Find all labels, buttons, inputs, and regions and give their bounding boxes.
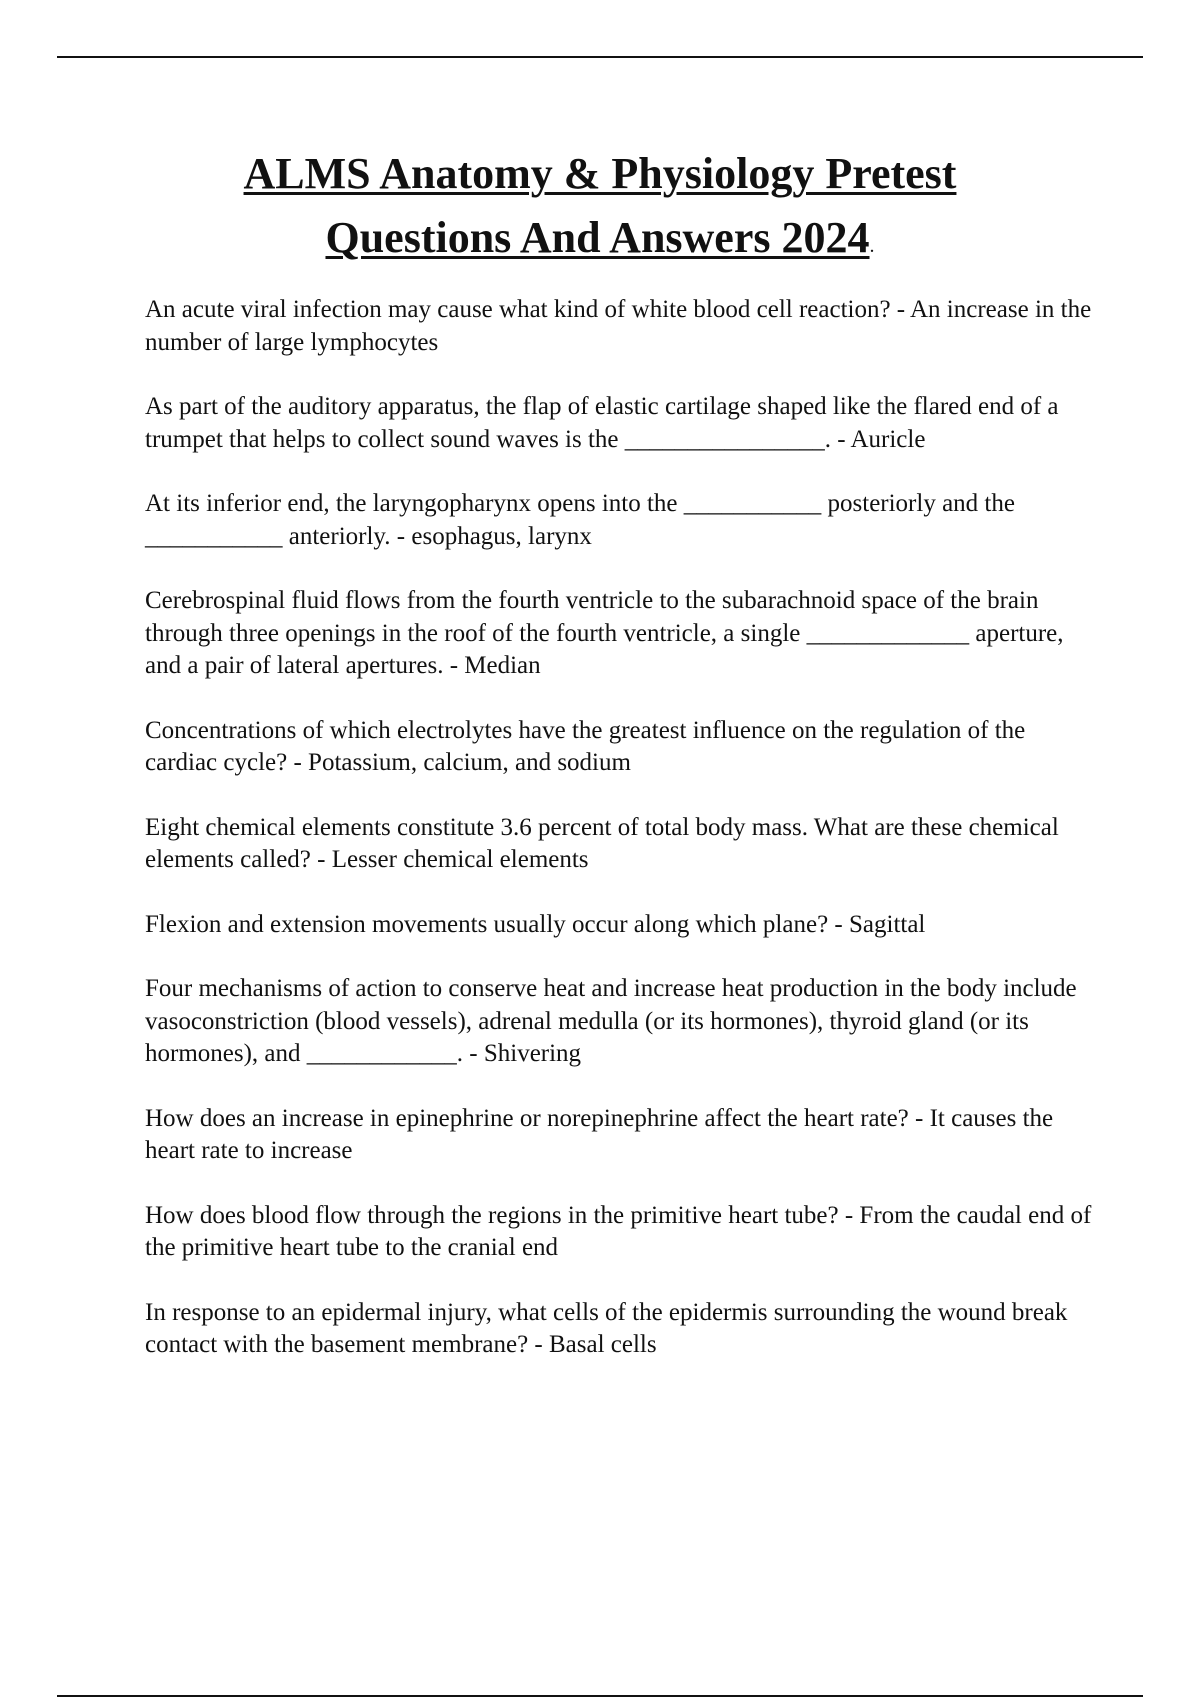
title-line-1 [100, 142, 1100, 206]
qa-item: Flexion and extension movements usually occur along which plane? - Sagittal [145, 910, 926, 938]
top-rule [57, 56, 1143, 58]
title-line-1-text: ALMS Anatomy & Physiology Pretest [243, 149, 957, 198]
qa-item: Four mechanisms of action to conserve heat and increase heat production in the body include vasoconstriction (blood vessels), adrenal medulla (or its hormones), thyroid gland (or its hormones), and ____________. - Shivering [145, 975, 1077, 1067]
qa-item: Eight chemical elements constitute 3.6 percent of total body mass. What are these chemical elements called? - Lesser chemical elements [145, 813, 1059, 873]
bottom-rule [57, 1695, 1143, 1697]
title-trailing-period: . [869, 235, 875, 257]
question-answer-list [145, 294, 1095, 1394]
title-line-2 [100, 206, 1100, 278]
qa-item: As part of the auditory apparatus, the flap of elastic cartilage shaped like the flared end of a trumpet that helps to collect sound waves is the ________________. - Auricle [145, 393, 1059, 453]
qa-item: Concentrations of which electrolytes have the greatest influence on the regulation of the cardiac cycle? - Potassium, calcium, and sodium [145, 716, 1026, 776]
qa-item: How does blood flow through the regions in the primitive heart tube? - From the caudal end of the primitive heart tube to the cranial end [145, 1201, 1092, 1261]
qa-item: Cerebrospinal fluid flows from the fourth ventricle to the subarachnoid space of the brain through three openings in the roof of the fourth ventricle, a single _____________ aperture, and a pair of lateral apertures. - Median [145, 587, 1064, 679]
document-title [100, 142, 1100, 278]
qa-item: An acute viral infection may cause what kind of white blood cell reaction? - An increase in the number of large lymphocytes [145, 296, 1092, 356]
qa-item: How does an increase in epinephrine or norepinephrine affect the heart rate? - It causes the heart rate to increase [145, 1104, 1054, 1164]
title-line-2-text: Questions And Answers 2024 [325, 213, 870, 262]
qa-item: At its inferior end, the laryngopharynx opens into the ___________ posteriorly and the ___________ anteriorly. - esophagus, larynx [145, 490, 1015, 550]
qa-item: In response to an epidermal injury, what cells of the epidermis surrounding the wound break contact with the basement membrane? - Basal cells [145, 1298, 1068, 1358]
